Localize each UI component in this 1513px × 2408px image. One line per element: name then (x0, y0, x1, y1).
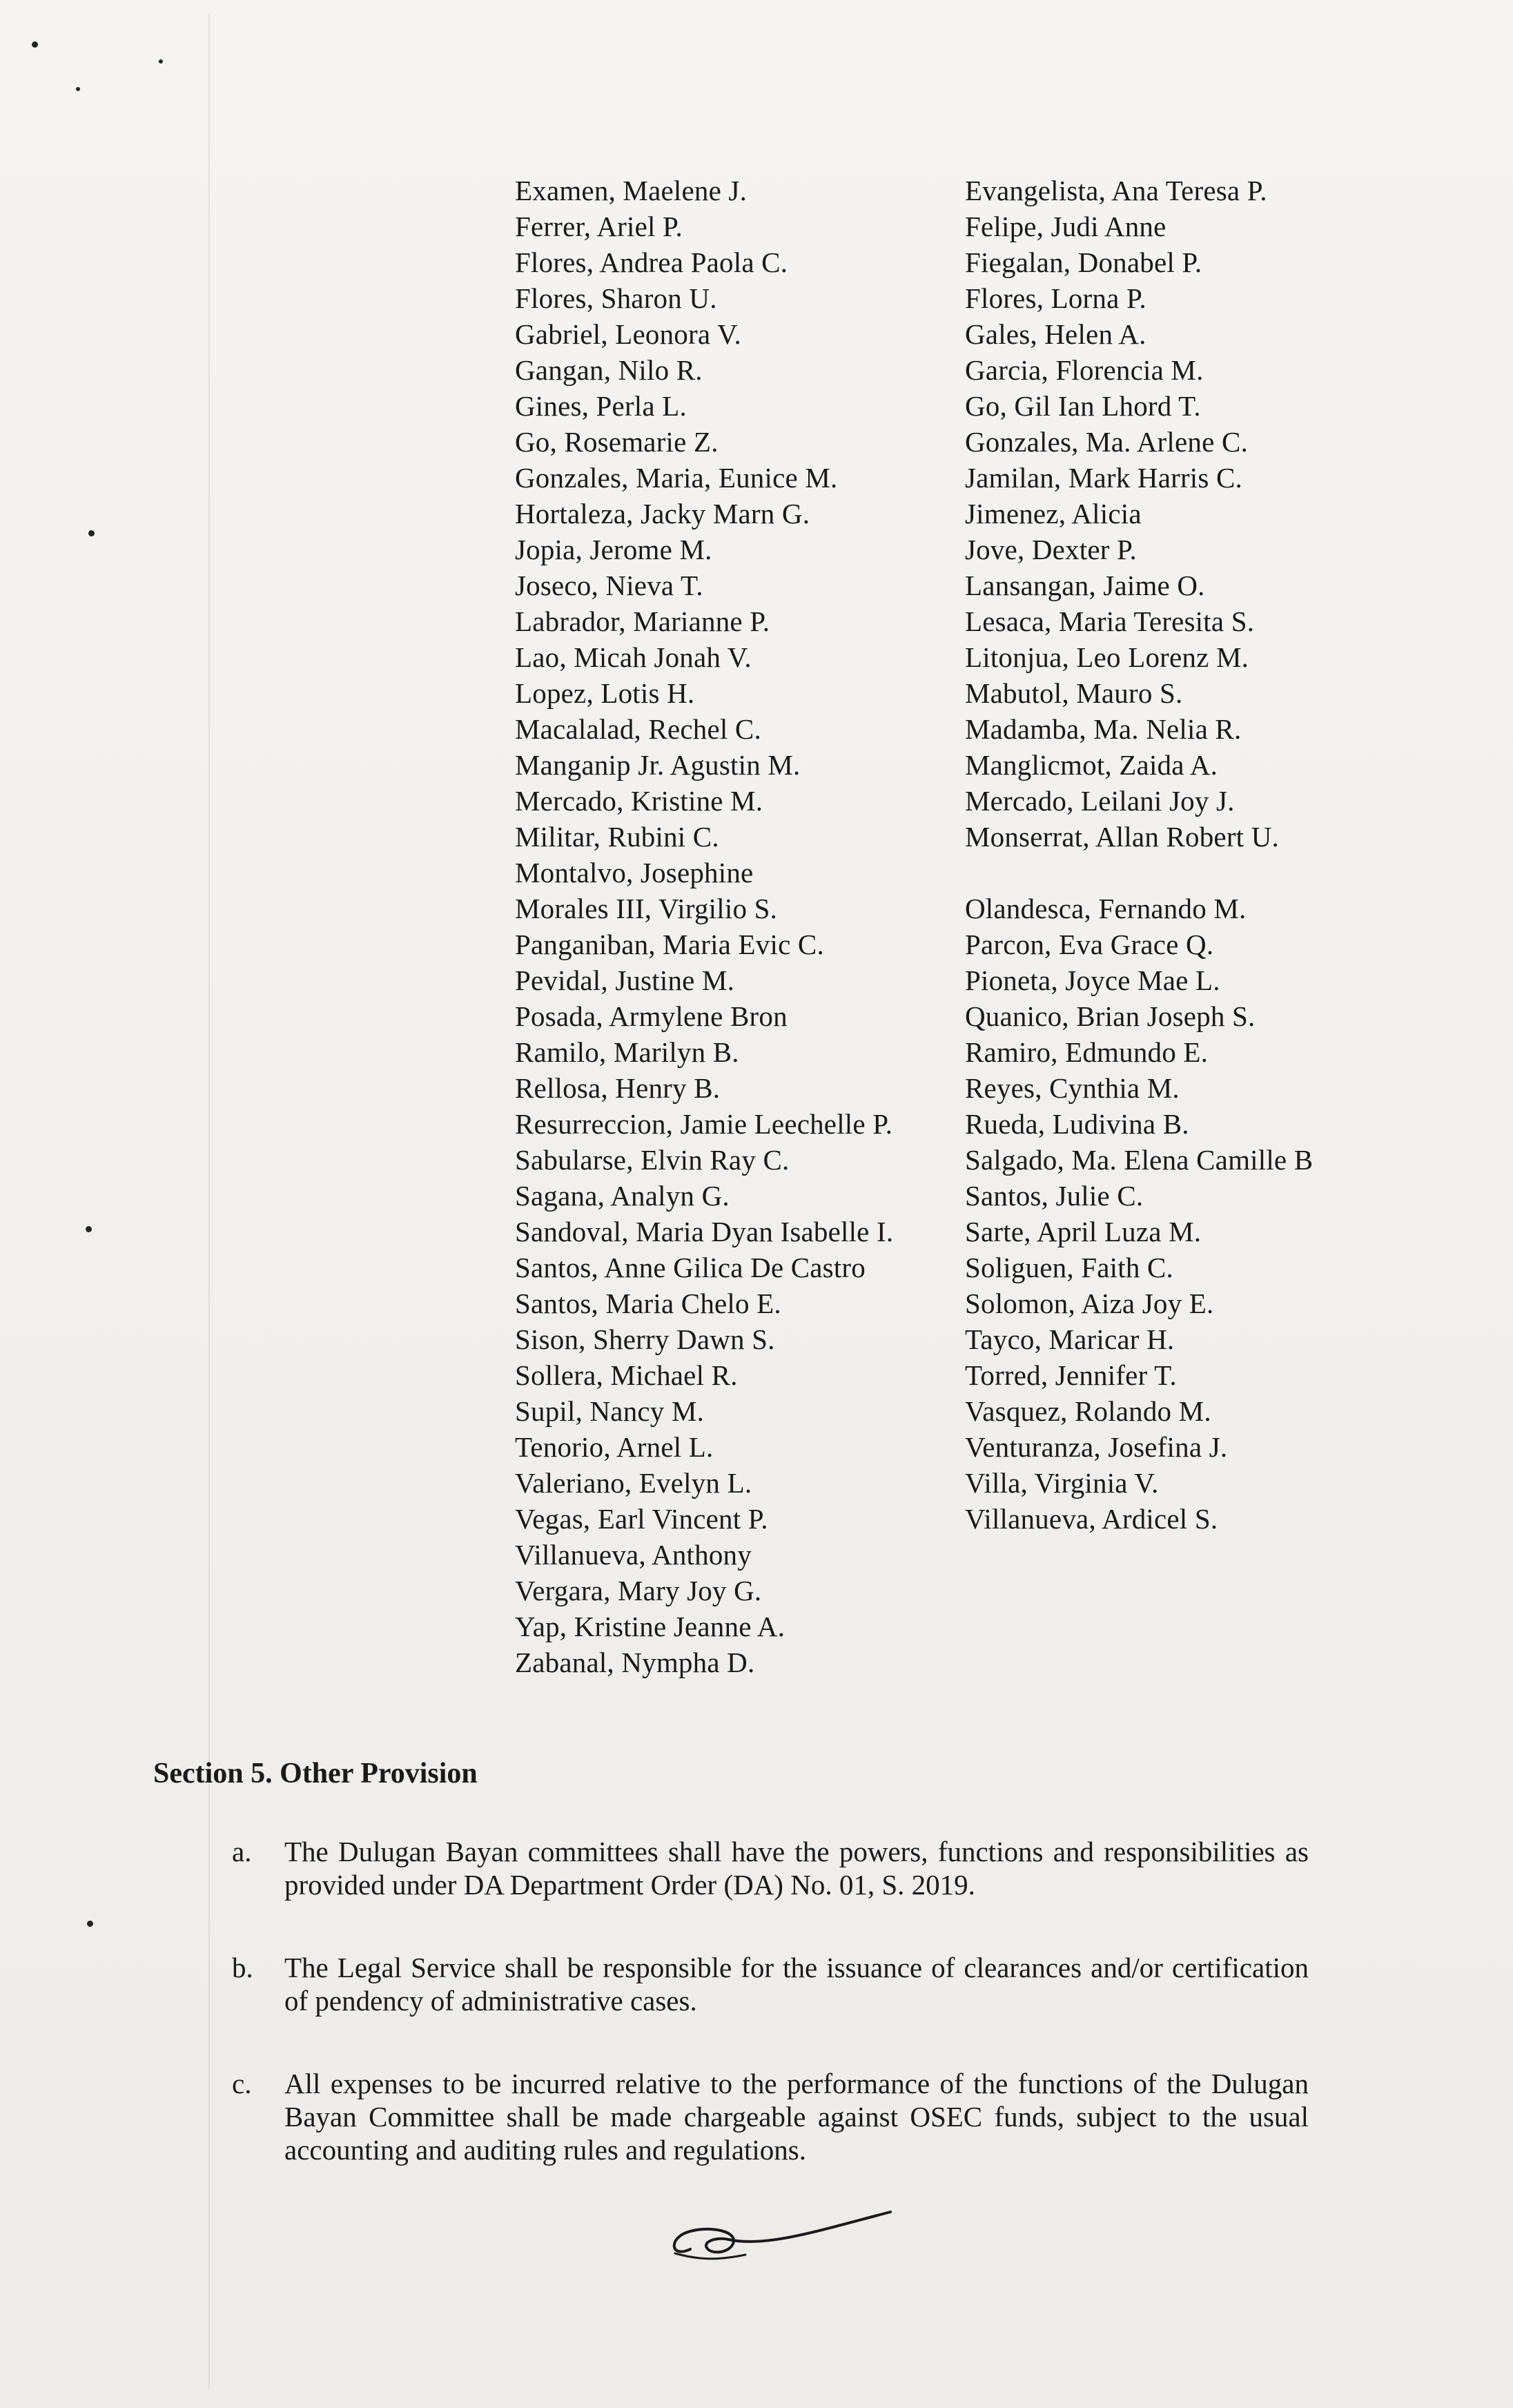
scan-speck (87, 1921, 93, 1927)
name-item: Labrador, Marianne P. (515, 605, 770, 637)
name-item: Lesaca, Maria Teresita S. (965, 605, 1255, 637)
name-item: Manganip Jr. Agustin M. (515, 749, 801, 781)
name-item: Sollera, Michael R. (515, 1359, 738, 1391)
name-item: Flores, Lorna P. (965, 282, 1146, 314)
name-item: Flores, Andrea Paola C. (515, 246, 788, 278)
name-item: Mercado, Leilani Joy J. (965, 785, 1235, 817)
name-item: Gangan, Nilo R. (515, 354, 703, 386)
name-item: Soliguen, Faith C. (965, 1252, 1174, 1283)
name-item: Mercado, Kristine M. (515, 785, 763, 817)
name-item: Macalalad, Rechel C. (515, 713, 761, 745)
name-item: Gonzales, Ma. Arlene C. (965, 426, 1248, 458)
scan-speck (76, 87, 80, 91)
name-item: Felipe, Judi Anne (965, 211, 1167, 242)
name-item: Jove, Dexter P. (965, 534, 1137, 565)
name-item: Go, Gil Ian Lhord T. (965, 390, 1201, 422)
name-item: Lansangan, Jaime O. (965, 570, 1205, 601)
name-item: Salgado, Ma. Elena Camille B (965, 1144, 1314, 1176)
name-item: Hortaleza, Jacky Marn G. (515, 498, 810, 530)
name-item: Santos, Anne Gilica De Castro (515, 1252, 866, 1283)
name-item: Venturanza, Josefina J. (965, 1431, 1228, 1463)
name-item: Go, Rosemarie Z. (515, 426, 719, 458)
section-heading: Section 5. Other Provision (153, 1758, 478, 1789)
name-item: Examen, Maelene J. (515, 175, 748, 206)
signature-icon (663, 2195, 897, 2271)
name-item: Ramilo, Marilyn B. (515, 1036, 739, 1068)
name-item: Parcon, Eva Grace Q. (965, 929, 1214, 960)
name-item: Ferrer, Ariel P. (515, 211, 683, 242)
name-item: Yap, Kristine Jeanne A. (515, 1611, 785, 1642)
name-item: Villanueva, Ardicel S. (965, 1503, 1218, 1535)
scan-speck (32, 41, 38, 48)
name-item: Villanueva, Anthony (515, 1539, 752, 1571)
name-item: Monserrat, Allan Robert U. (965, 821, 1279, 853)
name-item: Montalvo, Josephine (515, 857, 754, 889)
name-item: Rellosa, Henry B. (515, 1072, 721, 1104)
name-item: Garcia, Florencia M. (965, 354, 1204, 386)
provision-marker: c. (232, 2068, 252, 2099)
scan-speck (159, 59, 163, 64)
name-item: Militar, Rubini C. (515, 821, 719, 853)
provision-marker: b. (232, 1952, 253, 1983)
name-item: Tayco, Maricar H. (965, 1323, 1175, 1355)
name-item: Quanico, Brian Joseph S. (965, 1000, 1256, 1032)
name-item: Gonzales, Maria, Eunice M. (515, 462, 838, 494)
name-item: Zabanal, Nympha D. (515, 1647, 755, 1678)
name-item: Solomon, Aiza Joy E. (965, 1288, 1214, 1319)
provision-text: The Dulugan Bayan committees shall have the powers, functions and responsibilities as provided under DA Department Order (DA) No. 01, S. 2019. (284, 1836, 1309, 1901)
name-item: Pioneta, Joyce Mae L. (965, 964, 1220, 996)
provision-marker: a. (232, 1836, 252, 1867)
name-item: Jamilan, Mark Harris C. (965, 462, 1242, 494)
name-item: Sarte, April Luza M. (965, 1216, 1202, 1247)
name-item: Flores, Sharon U. (515, 282, 717, 314)
name-item: Santos, Julie C. (965, 1180, 1144, 1212)
name-item: Sandoval, Maria Dyan Isabelle I. (515, 1216, 894, 1247)
provision-item (232, 2067, 1309, 2166)
name-item: Valeriano, Evelyn L. (515, 1467, 752, 1499)
names-list-right (965, 173, 1313, 1537)
scan-fold-line (208, 14, 210, 2389)
name-item: Litonjua, Leo Lorenz M. (965, 641, 1249, 673)
name-item: Posada, Armylene Bron (515, 1000, 788, 1032)
name-item: Vegas, Earl Vincent P. (515, 1503, 768, 1535)
provision-text: The Legal Service shall be responsible for the issuance of clearances and/or certification of pendency of administrative cases. (284, 1952, 1309, 2017)
name-item: Reyes, Cynthia M. (965, 1072, 1180, 1104)
name-item: Gales, Helen A. (965, 318, 1146, 350)
provisions-list (232, 1835, 1309, 2216)
name-item: Fiegalan, Donabel P. (965, 246, 1202, 278)
scan-speck (86, 1226, 92, 1232)
name-item: Resurreccion, Jamie Leechelle P. (515, 1108, 893, 1140)
scan-speck (88, 530, 95, 536)
name-item: Morales III, Virgilio S. (515, 893, 778, 924)
provision-item (232, 1951, 1309, 2017)
name-item: Sagana, Analyn G. (515, 1180, 730, 1212)
name-item: Supil, Nancy M. (515, 1395, 705, 1427)
provision-text: All expenses to be incurred relative to the performance of the functions of the Dulugan Bayan Committee shall be made chargeable against OSEC funds, subject to the usual accounting and auditing rules and regulations. (284, 2068, 1309, 2166)
provision-item (232, 1835, 1309, 1901)
name-item: Lopez, Lotis H. (515, 677, 695, 709)
name-item: Vergara, Mary Joy G. (515, 1575, 762, 1606)
name-item: Sabularse, Elvin Ray C. (515, 1144, 790, 1176)
name-item: Gines, Perla L. (515, 390, 687, 422)
name-item: Tenorio, Arnel L. (515, 1431, 714, 1463)
name-item: Jimenez, Alicia (965, 498, 1142, 530)
name-item: Villa, Virginia V. (965, 1467, 1159, 1499)
name-item: Pevidal, Justine M. (515, 964, 735, 996)
name-item: Mabutol, Mauro S. (965, 677, 1183, 709)
name-item: Santos, Maria Chelo E. (515, 1288, 781, 1319)
name-item: Gabriel, Leonora V. (515, 318, 741, 350)
name-item: Torred, Jennifer T. (965, 1359, 1177, 1391)
name-item: Jopia, Jerome M. (515, 534, 712, 565)
name-item: Joseco, Nieva T. (515, 570, 703, 601)
name-item: Olandesca, Fernando M. (965, 893, 1247, 924)
name-item: Madamba, Ma. Nelia R. (965, 713, 1242, 745)
name-item: Manglicmot, Zaida A. (965, 749, 1218, 781)
name-item: Sison, Sherry Dawn S. (515, 1323, 775, 1355)
name-item: Rueda, Ludivina B. (965, 1108, 1189, 1140)
names-list-left (515, 173, 893, 1680)
name-item: Evangelista, Ana Teresa P. (965, 175, 1267, 206)
name-item: Lao, Micah Jonah V. (515, 641, 752, 673)
name-item: Vasquez, Rolando M. (965, 1395, 1211, 1427)
name-item: Ramiro, Edmundo E. (965, 1036, 1209, 1068)
name-item: Panganiban, Maria Evic C. (515, 929, 824, 960)
